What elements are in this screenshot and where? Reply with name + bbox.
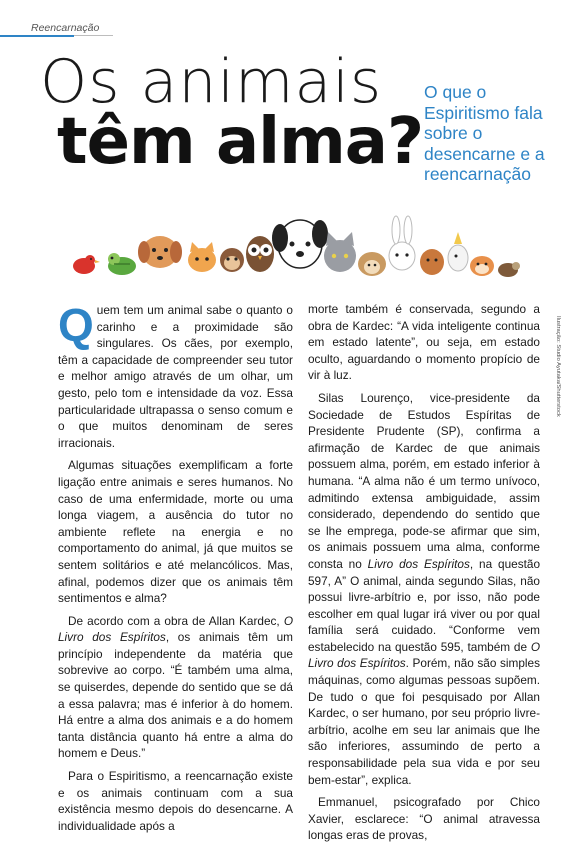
- cockatoo-icon: [448, 232, 468, 271]
- squirrel-icon: [420, 249, 444, 275]
- column-right: morte também é conservada, segundo a obra de Kardec: “A vida inteligente continua em estado latente”, ou seja, em estado oculto, aguardando o momento propício de vir à luz. Silas Lourenço, vice-presidente da Sociedade de Estudos Espíritas de Presidente Prudente (SP), confirma a afirmação de Kardec de que animais possuem alma, porém, em estado inferior à humana. “A alma não é um termo unívoco, admitindo extensa ambiguidade, assim considerado, dependendo do sentido que se lhe emprega, pode-se afirmar que sim, os animais possuem uma alma, conforme consta no Livro dos Espíritos, na questão 597, A” O animal, ainda segundo Silas, não possui livre-arbítrio e, por isso, não pode escolher em qual lugar irá viver ou por qual família será cuidado. “Conforme vem estabelecido na questão 595, também de O Livro dos Espíritos. Porém, não são simples máquinas, como algumas pessoas supõem. De tudo o que foi pesquisado por Allan Kardec, o ser humano, por seu próprio livre-arbítrio, acolhe em seu lar animais que lhe são inferiores, assumindo de perto a responsabilidade pela sua vida e por seu bem-estar”, explica. Emmanuel, psicografado por Chico Xavier, esclarece: “O animal atravessa longas eras de provas,: [308, 302, 541, 843]
- turtle-icon: [108, 253, 136, 275]
- paragraph: Emmanuel, psicografado por Chico Xavier, esclarece: “O animal atravessa longas eras de provas,: [308, 795, 540, 843]
- dog-icon: [272, 220, 328, 268]
- image-credit: Ilustração: Studio Ayutaka/Shutterstock: [555, 316, 561, 417]
- hamster-icon: [470, 256, 494, 276]
- rabbit-icon: [389, 216, 415, 270]
- paragraph: uem tem um animal sabe o quanto o carinho e a proximidade são singulares. Os cães, por exemplo, têm a capacidade de compreender seu tutor e melhor amigo através de um olhar, um gesto, pelo tom e intensidade da voz. Essa particularidade ultrapassa o senso comum e o que muitos denominam de seres irracionais.: [58, 303, 293, 450]
- dog-icon: [138, 236, 182, 268]
- drop-cap: Q: [58, 299, 94, 351]
- cat-icon: [324, 232, 356, 272]
- monkey-icon: [220, 248, 244, 272]
- subtitle: O que o Espiritismo fala sobre o desencarne e a reencarnação: [424, 82, 545, 184]
- animals-illustration: [70, 204, 520, 286]
- hedgehog-icon: [358, 252, 386, 276]
- header-accent-rule: [0, 35, 74, 37]
- paragraph: morte também é conservada, segundo a obra de Kardec: “A vida inteligente continua em estado latente”, ou seja, em estado oculto, aguardando o momento propício de vir à luz.: [308, 302, 540, 383]
- owl-icon: [246, 236, 274, 272]
- snail-icon: [498, 262, 520, 277]
- section-label: Reencarnação: [31, 22, 100, 34]
- bird-icon: [73, 255, 100, 274]
- title-line-2: têm alma?: [57, 105, 424, 179]
- paragraph: Para o Espiritismo, a reencarnação existe e os animais continuam com a sua existência mesmo depois do desencarne. A individualidade após a: [58, 769, 293, 833]
- title-line-1: Os animais: [40, 47, 383, 117]
- paragraph: Algumas situações exemplificam a forte ligação entre animais e seres humanos. No caso de uma enfermidade, morte ou uma longa viagem, a ausência do tutor no ambiente reflete na energia e no comportamento do animal, já que muitos se sentem solitários e até melancólicos. Mas, afinal, podemos dizer que os animais têm sentimentos e alma?: [58, 458, 293, 606]
- column-left: Quem tem um animal sabe o quanto o carinho e a proximidade são singulares. Os cães, por exemplo, têm a capacidade de compreender seu tutor e melhor amigo através de um olhar, um gesto, pelo tom e intensidade da voz. Essa particularidade ultrapassa o senso comum e o que muitos denominam de seres irracionais. Algumas situações exemplificam a forte ligação entre animais e seres humanos. No caso de uma enfermidade, morte ou uma longa viagem, a ausência do tutor no ambiente reflete na energia e no comportamento do animal, já que muitos se sentem solitários e até melancólicos. Mas, afinal, podemos dizer que os animais têm sentimentos e alma? De acordo com a obra de Allan Kardec, O Livro dos Espíritos, os animais têm um princípio independente da matéria que sobrevive ao corpo. “É também uma alma, se quiserdes, depende do sentido que se dá a essa palavra; mas é inferior à do homem. Há entre a alma dos animais e a do homem tanta distância quanto há entre a alma do homem e Deus.” Para o Espiritismo, a reencarnação existe e os animais continuam com a sua existência mesmo depois do desencarne. A individualidade após a: [58, 299, 293, 833]
- header-divider: [74, 35, 113, 36]
- cat-icon: [188, 242, 216, 272]
